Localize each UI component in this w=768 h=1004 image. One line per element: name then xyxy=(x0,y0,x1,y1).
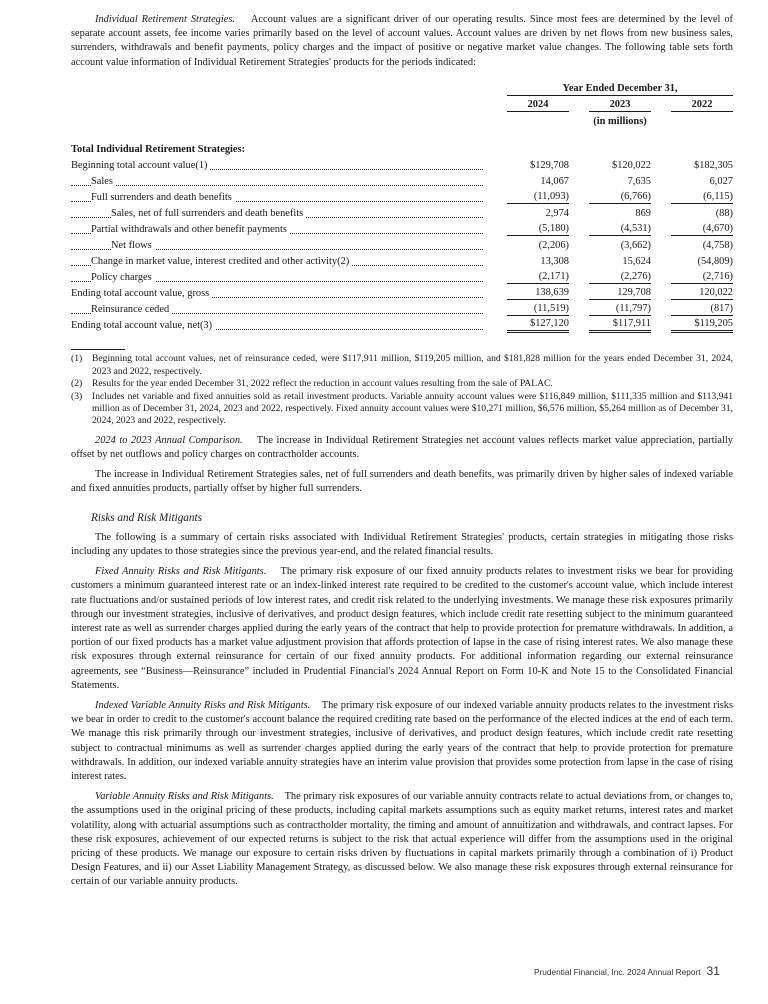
page-number: 31 xyxy=(706,964,720,978)
col-2022: 2022 xyxy=(671,96,733,112)
col-2024: 2024 xyxy=(507,96,569,112)
intro-text: Account values are a significant driver of our operating results. Since most fees are determined by the level of separate account assets, fee income varies primarily based on the level of account values. Account values are driven by net flows from new business sales, surrenders, withdrawals and benefit payments, policy charges and the impact of positive or negative market value changes. The following table sets forth account value information of Individual Retirement Strategies' products for the periods indicated: xyxy=(71,14,733,68)
table-row: Ending total account value, net(3) $127,120 $117,911 $119,205 xyxy=(71,316,733,332)
document-page xyxy=(71,13,733,890)
col-2023: 2023 xyxy=(589,96,651,112)
table-row: Full surrenders and death benefits (11,093) (6,766) (6,115) xyxy=(71,188,733,204)
risks-intro-paragraph: The following is a summary of certain risks associated with Individual Retirement Strategies' products, certain strategies in mitigating those risks including any updates to those strategies since the previous year-end, and the related financial results. xyxy=(71,531,733,557)
risks-heading: Risks and Risk Mitigants xyxy=(91,511,202,524)
page-footer xyxy=(534,964,720,979)
comparison-paragraph: 2024 to 2023 Annual Comparison. The increase in Individual Retirement Strategies net account values reflects market value appreciation, partially offset by net outflows and policy charges on contractholder accounts. xyxy=(71,434,733,460)
header-year-ended: Year Ended December 31, xyxy=(507,80,733,96)
footnote-divider xyxy=(71,349,125,350)
table-row: Partial withdrawals and other benefit payments (5,180) (4,531) (4,670) xyxy=(71,220,733,236)
table-row: Ending total account value, gross 138,639 129,708 120,022 xyxy=(71,284,733,300)
section-title: Total Individual Retirement Strategies: xyxy=(71,143,246,155)
footnote-2: (2) Results for the year ended December 31, 2022 reflect the reduction in account values resulting from the sale of PALAC. xyxy=(71,378,553,390)
comparison-paragraph-2: The increase in Individual Retirement Strategies sales, net of full surrenders and death benefits, was primarily driven by higher sales of indexed variable and fixed annuities products, partially offset by higher full surrenders. xyxy=(71,469,733,495)
table-row: Net flows (2,206) (3,662) (4,758) xyxy=(71,236,733,252)
table-row: Sales, net of full surrenders and death benefits 2,974 869 (88) xyxy=(71,204,733,220)
table-row: Policy charges (2,171) (2,276) (2,716) xyxy=(71,268,733,284)
unit-label: (in millions) xyxy=(593,115,647,127)
footnote-1: (1) Beginning total account values, net of reinsurance ceded, were $117,911 million, $119,205 million, and $181,828 million for the years ended December 31, 2024, 2023 and 2022, respectively. xyxy=(71,353,733,377)
account-value-table xyxy=(71,80,733,334)
table-row: Reinsurance ceded (11,519) (11,797) (817) xyxy=(71,300,733,316)
fixed-annuity-paragraph: Fixed Annuity Risks and Risk Mitigants. The primary risk exposure of our fixed annuity products relates to investment risks we bear for providing customers a minimum guaranteed interest rate or an index-linked interest rate required to be credited to the customer's account value, which include interest rate fluctuations and/or sustained periods of low interest rates, and credit risk related to the underlying investments. We manage these risk exposures primarily through our investment strategies, inclusive of derivatives, and product design features, which include credit rate resetting subject to the minimum guaranteed interest rate as well as surrender charges applied during the early years of the contract that help to provide protection for premature withdrawals. In addition, a portion of our fixed products has a market value adjustment provision that affords protection of lapse in the case of rising interest rates. We also manage these risk exposures through external reinsurance for certain of our fixed annuity products. For additional information regarding our external reinsurance agreements, see “Business—Reinsurance” included in Prudential Financial's 2024 Annual Report on Form 10-K and Note 15 to the Consolidated Financial Statements. xyxy=(71,566,733,691)
table-row: Beginning total account value(1) $129,708 $120,022 $182,305 xyxy=(71,159,733,171)
intro-paragraph xyxy=(71,13,733,70)
variable-annuity-paragraph: Variable Annuity Risks and Risk Mitigants. The primary risk exposures of our variable annuity contracts relate to actual deviations from, or changes to, the assumptions used in the original pricing of these products, including capital markets assumptions such as equity market returns, interest rates and market volatility, along with actuarial assumptions such as contractholder mortality, the timing and amount of annuitization and withdrawals, and contract lapses. For these risk exposures, achievement of our expected returns is subject to the risk that actual experience will differ from the assumptions used in the original pricing of these products. We manage our exposure to certain risks driven by fluctuations in capital markets primarily through a combination of i) Product Design Features, and ii) our Asset Liability Management Strategy, as discussed below. We also manage these risk exposures through external reinsurance for certain of our variable annuity products. xyxy=(71,791,734,888)
table-row: Change in market value, interest credited and other activity(2) 13,308 15,624 (54,809) xyxy=(71,252,733,268)
footnote-3: (3) Includes net variable and fixed annuities sold as retail investment products. Variable annuity account values were $116,849 million, $111,335 million and $113,941 million as of December 31, 2024, 2023 and 2022, respectively. Fixed annuity account values were $10,271 million, $6,576 million, $5,264 million as of December 31, 2024, 2023 and 2022, respectively. xyxy=(71,390,733,427)
intro-lead: Individual Retirement Strategies. xyxy=(95,14,236,25)
table-row: Sales 14,067 7,635 6,027 xyxy=(71,172,733,188)
footer-text: Prudential Financial, Inc. 2024 Annual Report xyxy=(534,967,701,977)
indexed-variable-annuity-paragraph: Indexed Variable Annuity Risks and Risk Mitigants. The primary risk exposure of our indexed variable annuity products relates to the investment risks we bear in order to credit to the customer's account balance the required crediting rate based on the performance of the elected indices at the end of each term. We manage this risk primarily through our investment strategies, inclusive of derivatives, and product design features, which include credit rate resetting subject to contractual minimums as well as surrender charges applied during the early years of the contract that help to provide protection for premature withdrawals. In addition, our indexed variable annuity strategies have an interim value provision that provides some protection from lapse in the case of rising interest rates. xyxy=(71,700,733,783)
